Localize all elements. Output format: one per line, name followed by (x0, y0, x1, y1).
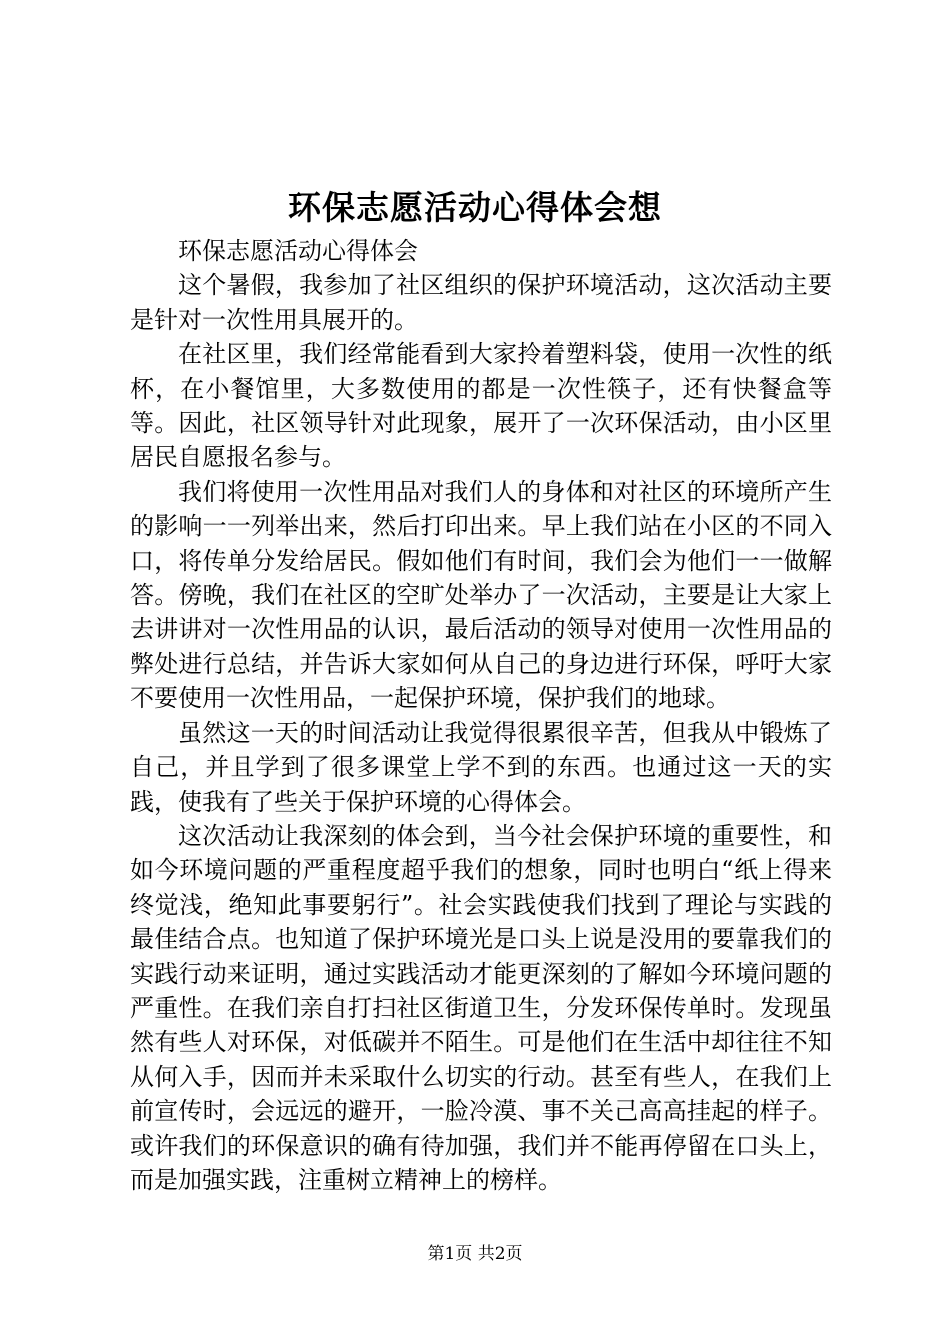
body-paragraph: 虽然这一天的时间活动让我觉得很累很辛苦，但我从中锻炼了自己，并且学到了很多课堂上学不到的东西。也通过这一天的实践，使我有了些关于保护环境的心得体会。 (130, 718, 832, 816)
page-footer: 第1页 共2页 (427, 1244, 523, 1264)
document-body (130, 234, 832, 1197)
body-paragraph: 这次活动让我深刻的体会到，当今社会保护环境的重要性，和如今环境问题的严重程度超乎我们的想象，同时也明白“纸上得来终觉浅，绝知此事要躬行”。社会实践使我们找到了理论与实践的最佳结合点。也知道了保护环境光是口头上说是没用的要靠我们的实践行动来证明，通过实践活动才能更深刻的了解如今环境问题的严重性。在我们亲自打扫社区街道卫生，分发环保传单时。发现虽然有些人对环保，对低碳并不陌生。可是他们在生活中却往往不知从何入手，因而并未采取什么切实的行动。甚至有些人，在我们上前宣传时，会远远的避开，一脸冷漠、事不关己高高挂起的样子。或许我们的环保意识的确有待加强，我们并不能再停留在口头上，而是加强实践，注重树立精神上的榜样。 (130, 821, 832, 1194)
body-paragraph: 在社区里，我们经常能看到大家拎着塑料袋，使用一次性的纸杯，在小餐馆里，大多数使用的都是一次性筷子，还有快餐盒等等。因此，社区领导针对此现象，展开了一次环保活动，由小区里居民自愿报名参与。 (130, 340, 832, 472)
subtitle-paragraph: 环保志愿活动心得体会 (178, 237, 418, 265)
body-paragraph: 我们将使用一次性用品对我们人的身体和对社区的环境所产生的影响一一列举出来，然后打印出来。早上我们站在小区的不同入口，将传单分发给居民。假如他们有时间，我们会为他们一一做解答。傍晚，我们在社区的空旷处举办了一次活动，主要是让大家上去讲讲对一次性用品的认识，最后活动的领导对使用一次性用品的弊处进行总结，并告诉大家如何从自己的身边进行环保，呼吁大家不要使用一次性用品，一起保护环境，保护我们的地球。 (130, 477, 832, 713)
body-paragraph: 这个暑假，我参加了社区组织的保护环境活动，这次活动主要是针对一次性用具展开的。 (130, 271, 832, 334)
document-title: 环保志愿活动心得体会想 (288, 188, 662, 227)
